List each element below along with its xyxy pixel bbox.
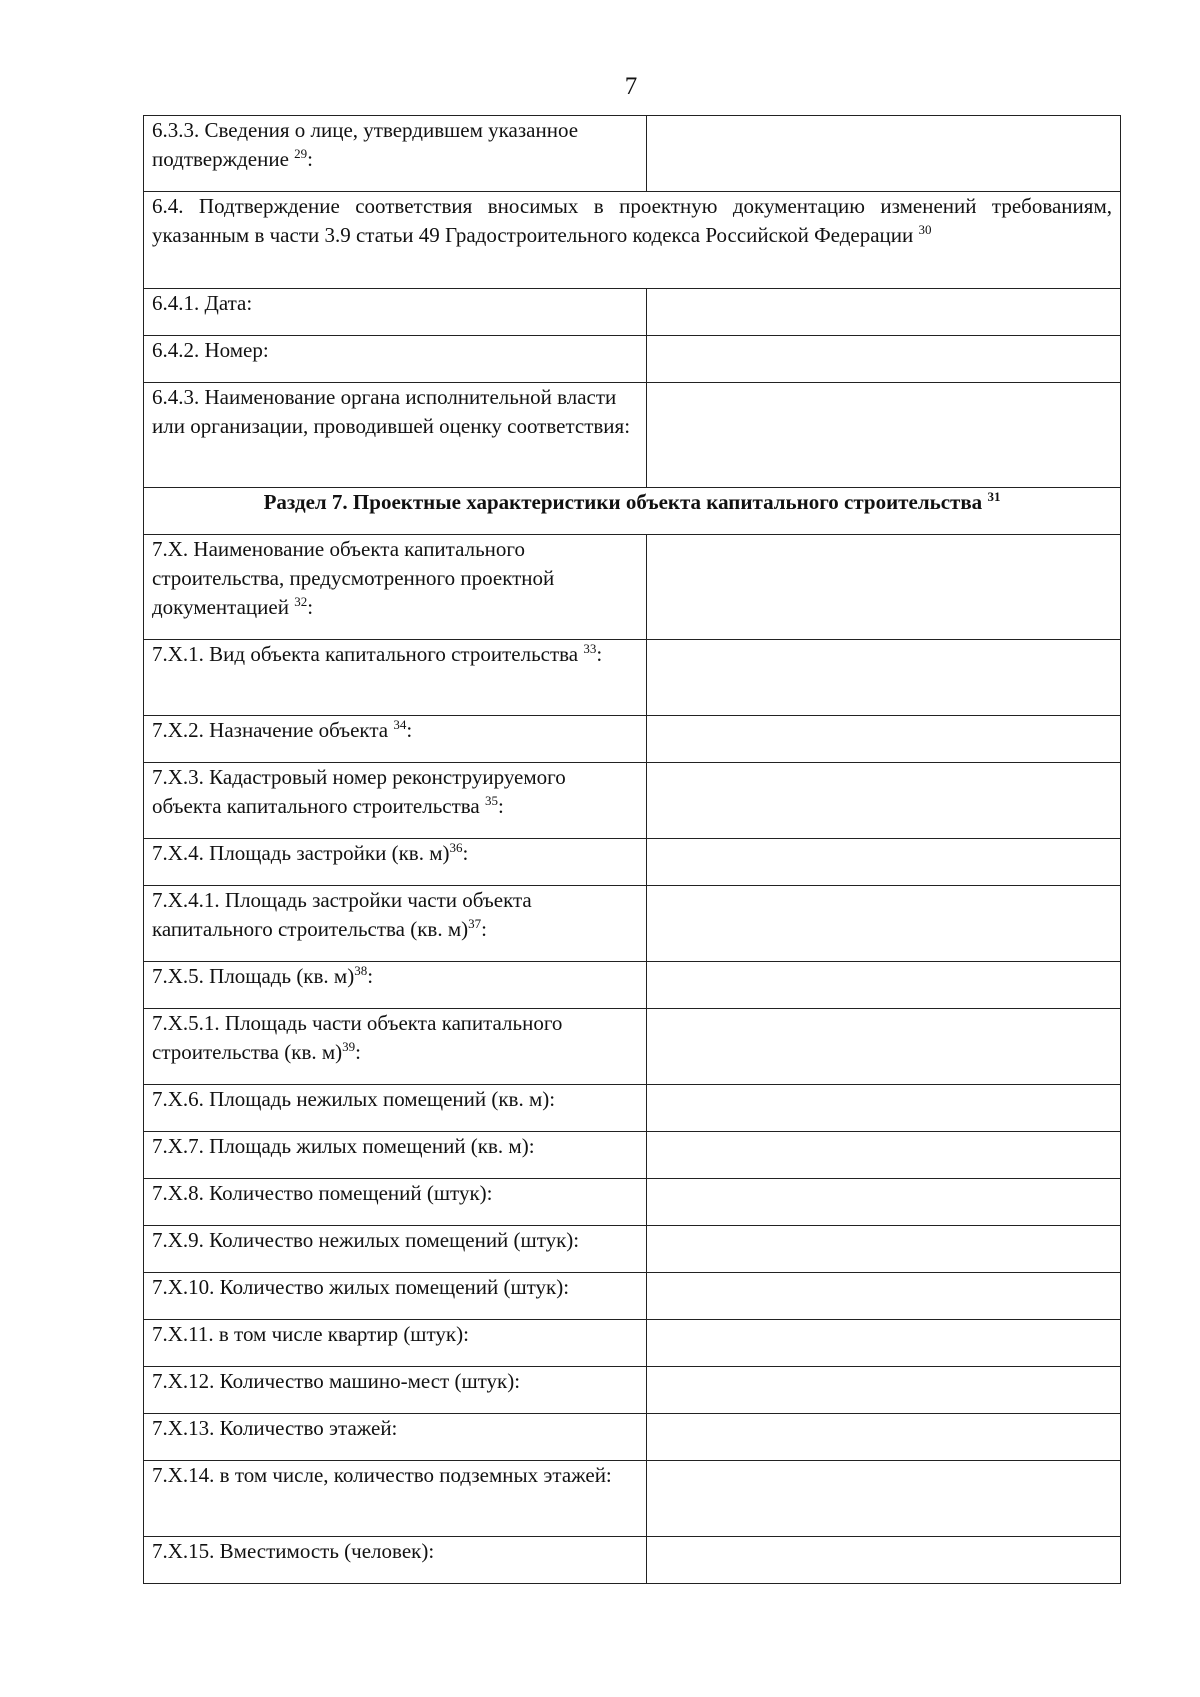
row-label: 6.4. Подтверждение соответствия вносимых в проектную документацию изменений требованиям, указанным в части 3.9 статьи 49 Градостроительного кодекса Российской Федерации — [152, 194, 1112, 247]
section-heading — [144, 488, 1121, 535]
field-label-cell — [144, 962, 647, 1009]
row-label: 7.Х.10. Количество жилых помещений (штук): — [152, 1275, 570, 1299]
footnote-ref: 38 — [354, 963, 368, 978]
row-label-suffix: : — [498, 794, 504, 818]
field-label-cell — [144, 1367, 647, 1414]
field-value-cell[interactable] — [647, 1226, 1121, 1273]
row-label: 7.Х.9. Количество нежилых помещений (штук): — [152, 1228, 580, 1252]
row-label: 7.Х.5. Площадь (кв. м) — [152, 964, 355, 988]
field-label-cell — [144, 640, 647, 716]
table-row — [144, 1085, 1121, 1132]
field-value-cell[interactable] — [647, 716, 1121, 763]
form-table — [143, 115, 1121, 1584]
field-label-cell — [144, 1461, 647, 1537]
footnote-ref: 34 — [393, 717, 407, 732]
row-label-suffix: : — [462, 841, 469, 865]
row-label: 6.4.1. Дата: — [152, 291, 253, 315]
row-label-suffix: : — [367, 964, 374, 988]
field-value-cell[interactable] — [647, 535, 1121, 640]
field-label-cell — [144, 336, 647, 383]
table-row — [144, 535, 1121, 640]
field-label-cell — [144, 763, 647, 839]
table-row — [144, 1461, 1121, 1537]
table-row — [144, 1367, 1121, 1414]
field-value-cell[interactable] — [647, 1132, 1121, 1179]
row-label-suffix: : — [596, 642, 603, 666]
field-label-cell — [144, 383, 647, 488]
table-row — [144, 1320, 1121, 1367]
table-row — [144, 289, 1121, 336]
field-label-cell — [144, 1085, 647, 1132]
field-value-cell[interactable] — [647, 1461, 1121, 1537]
field-value-cell[interactable] — [647, 886, 1121, 962]
row-label: 7.Х.7. Площадь жилых помещений (кв. м): — [152, 1134, 535, 1158]
table-row — [144, 1273, 1121, 1320]
row-label: 7.Х.11. в том числе квартир (штук): — [152, 1322, 469, 1346]
field-label-cell — [144, 886, 647, 962]
row-label: 7.Х.1. Вид объекта капитального строительства — [152, 642, 584, 666]
row-label: 7.Х.6. Площадь нежилых помещений (кв. м): — [152, 1087, 556, 1111]
row-label: 6.4.2. Номер: — [152, 338, 269, 362]
row-label: 7.Х.15. Вместимость (человек): — [152, 1539, 435, 1563]
row-label: 6.4.3. Наименование органа исполнительной власти или организации, проводившей оценку соответствия: — [152, 385, 631, 438]
full-width-heading — [144, 192, 1121, 289]
field-value-cell[interactable] — [647, 116, 1121, 192]
field-label-cell — [144, 1132, 647, 1179]
row-label: 7.Х.8. Количество помещений (штук): — [152, 1181, 493, 1205]
row-label: 7.Х.12. Количество машино-мест (штук): — [152, 1369, 521, 1393]
table-row — [144, 1179, 1121, 1226]
row-label-suffix: : — [355, 1040, 361, 1064]
field-value-cell[interactable] — [647, 383, 1121, 488]
table-row — [144, 383, 1121, 488]
field-value-cell[interactable] — [647, 640, 1121, 716]
footnote-ref: 36 — [449, 840, 463, 855]
field-value-cell[interactable] — [647, 1537, 1121, 1584]
field-value-cell[interactable] — [647, 1320, 1121, 1367]
row-label: 7.Х.14. в том числе, количество подземных этажей: — [152, 1463, 612, 1487]
row-label: 7.Х.5.1. Площадь части объекта капитального строительства (кв. м) — [152, 1011, 563, 1064]
field-label-cell — [144, 116, 647, 192]
field-value-cell[interactable] — [647, 336, 1121, 383]
table-row — [144, 1414, 1121, 1461]
row-label: Раздел 7. Проектные характеристики объекта капитального строительства — [263, 490, 988, 514]
field-value-cell[interactable] — [647, 1179, 1121, 1226]
footnote-ref: 39 — [342, 1039, 356, 1054]
field-value-cell[interactable] — [647, 1414, 1121, 1461]
field-value-cell[interactable] — [647, 289, 1121, 336]
table-row — [144, 192, 1121, 289]
field-value-cell[interactable] — [647, 839, 1121, 886]
row-label: 7.Х.2. Назначение объекта — [152, 718, 394, 742]
row-label: 7.Х. Наименование объекта капитального строительства, предусмотренного проектной документацией — [152, 537, 555, 619]
field-label-cell — [144, 1009, 647, 1085]
footnote-ref: 30 — [918, 222, 932, 237]
table-row — [144, 1226, 1121, 1273]
field-label-cell — [144, 289, 647, 336]
page-number: 7 — [624, 73, 638, 100]
footnote-ref: 33 — [583, 641, 597, 656]
field-value-cell[interactable] — [647, 1367, 1121, 1414]
field-value-cell[interactable] — [647, 763, 1121, 839]
table-row — [144, 640, 1121, 716]
form-table-body — [144, 116, 1121, 1584]
table-row — [144, 763, 1121, 839]
field-value-cell[interactable] — [647, 1085, 1121, 1132]
field-label-cell — [144, 1320, 647, 1367]
row-label: 7.Х.4.1. Площадь застройки части объекта капитального строительства (кв. м) — [152, 888, 532, 941]
field-label-cell — [144, 535, 647, 640]
row-label: 7.Х.4. Площадь застройки (кв. м) — [152, 841, 450, 865]
field-value-cell[interactable] — [647, 962, 1121, 1009]
field-label-cell — [144, 1414, 647, 1461]
table-row — [144, 1132, 1121, 1179]
field-value-cell[interactable] — [647, 1273, 1121, 1320]
field-label-cell — [144, 1226, 647, 1273]
row-label: 7.Х.3. Кадастровый номер реконструируемого объекта капитального строительства — [152, 765, 566, 818]
field-label-cell — [144, 839, 647, 886]
table-row — [144, 886, 1121, 962]
table-row — [144, 1009, 1121, 1085]
table-row — [144, 1537, 1121, 1584]
table-row — [144, 116, 1121, 192]
row-label-suffix: : — [406, 718, 413, 742]
row-label-suffix: : — [481, 917, 487, 941]
footnote-ref: 35 — [485, 793, 499, 808]
row-label-suffix: : — [307, 595, 314, 619]
field-label-cell — [144, 1537, 647, 1584]
field-value-cell[interactable] — [647, 1009, 1121, 1085]
row-label-suffix: : — [307, 147, 314, 171]
footnote-ref: 31 — [987, 489, 1001, 504]
row-label: 6.3.3. Сведения о лице, утвердившем указанное подтверждение — [152, 118, 579, 171]
footnote-ref: 37 — [468, 916, 482, 931]
table-row — [144, 962, 1121, 1009]
footnote-ref: 32 — [294, 594, 308, 609]
field-label-cell — [144, 1179, 647, 1226]
footnote-ref: 29 — [294, 146, 308, 161]
table-row — [144, 716, 1121, 763]
field-label-cell — [144, 716, 647, 763]
row-label: 7.Х.13. Количество этажей: — [152, 1416, 398, 1440]
field-label-cell — [144, 1273, 647, 1320]
table-row — [144, 336, 1121, 383]
table-row — [144, 839, 1121, 886]
table-row — [144, 488, 1121, 535]
